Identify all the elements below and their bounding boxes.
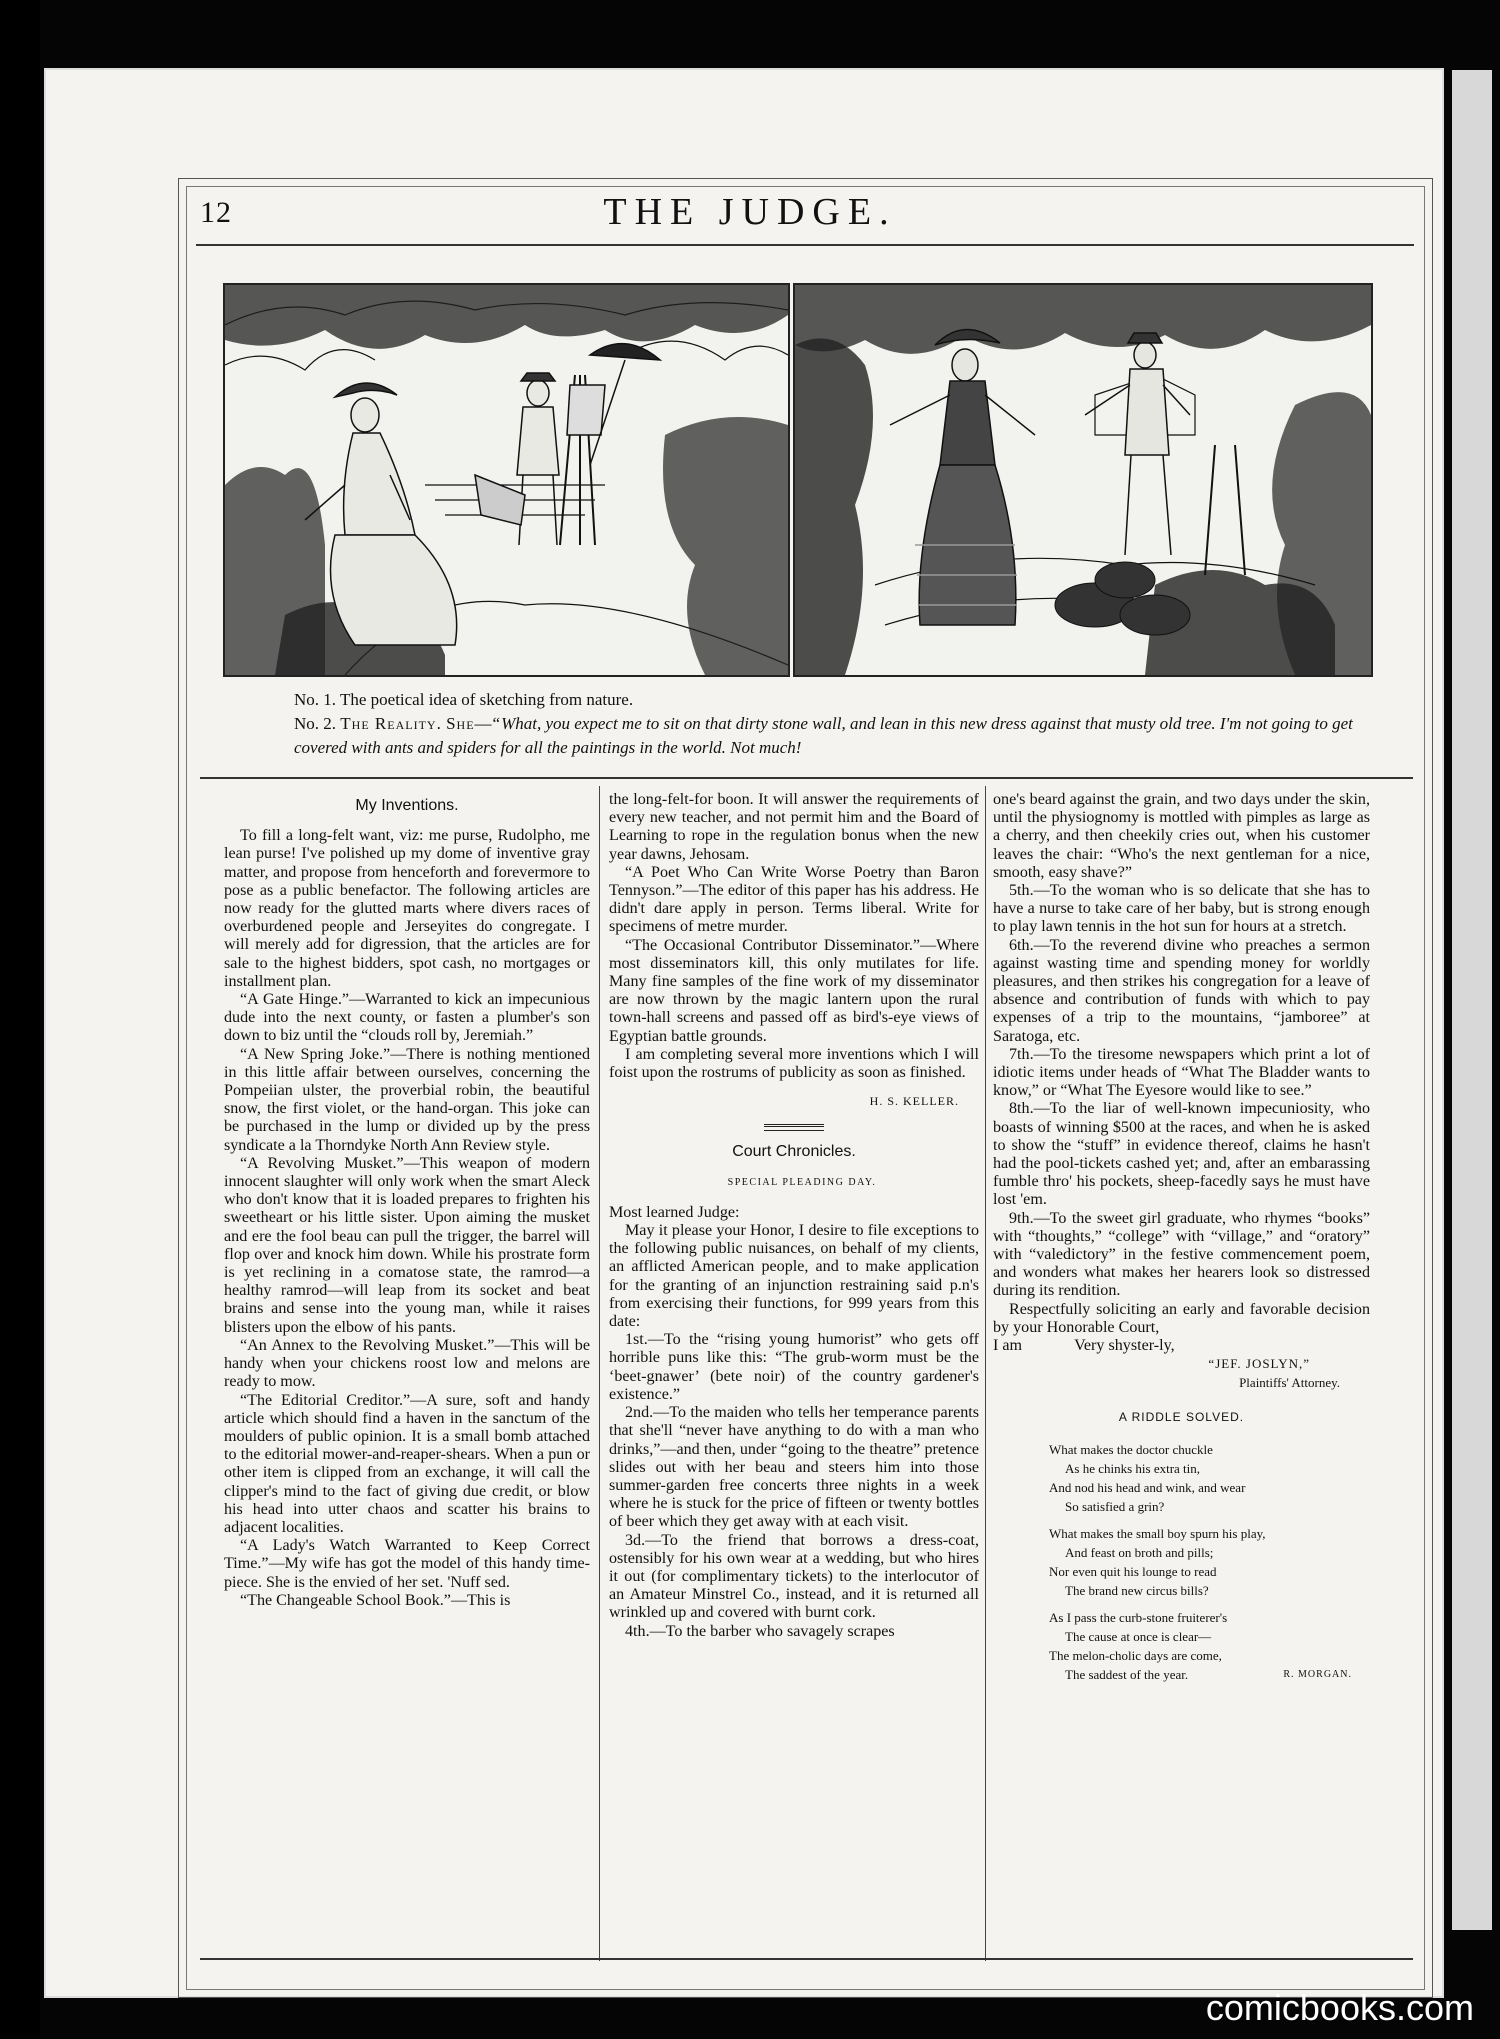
illustration-caption (222, 688, 1382, 760)
article-subheading: SPECIAL PLEADING DAY. (727, 1176, 877, 1188)
poem-line: So satisfied a grin? (1065, 1498, 1165, 1514)
article-paragraph: 5th.—To the woman who is so delicate that she has to have a nurse to take care of her baby, but is strong enough to play lawn tennis in the hot sun for hours at a stretch. (993, 882, 1370, 936)
poem (993, 1440, 1370, 1684)
masthead-rule (196, 244, 1414, 246)
poem-stanza (1049, 1524, 1370, 1600)
poem-line: Nor even quit his lounge to read (1049, 1563, 1217, 1579)
caption-line-2 (222, 712, 1382, 760)
article-paragraph: To fill a long-felt want, viz: me purse, Rudolpho, me lean purse! I've polished up my dome of inventive gray matter, and propose from henceforth and forevermore to pose as a public benefactor. The following articles are now ready for the glutted marts where divers races of overburdened people and Jerseyites do congregate. I will merely add for digression, that the articles are for sale to the highest bidders, spot cash, no mortgages or installment plan. (224, 827, 590, 990)
binding-edge (0, 0, 40, 2039)
caption-line-1: No. 1. The poetical idea of sketching from nature. (294, 690, 634, 709)
article-heading-my-inventions: My Inventions. (355, 797, 459, 814)
column-2 (609, 791, 979, 1641)
article-paragraph: one's beard against the grain, and two days under the skin, until the physiognomy is mottled with pimples as large as a cherry, and then cheekily cries out, when his customer leaves the chair: “Who's the next gentleman for a nice, smooth, easy shave?” (993, 791, 1370, 881)
article-paragraph: “A New Spring Joke.”—There is nothing mentioned in this little affair between ourselves, concerning the Pompeiian ulster, the proverbial robin, the beautiful snow, the first violet, or the hand-organ. This joke can be purchased in the lump or divided up by the press syndicate a la Thorndyke North Ann Review style. (224, 1045, 590, 1154)
caption-quote: What, you expect me to sit on that dirty stone wall, and lean in this new dress against that musty old tree. I'm not going to get covered with ants and spiders for all the paintings in the world. Not much! (294, 714, 1353, 757)
article-heading-court-chronicles: Court Chronicles. (732, 1143, 856, 1161)
caption-number: No. 2. (294, 714, 337, 733)
site-watermark: comicbooks.com (1205, 1987, 1474, 2028)
article-paragraph: 9th.—To the sweet girl graduate, who rhymes “books” with “thoughts,” “college” with “village,” and “oratory” with “valedictory” in the festive commencement poem, and wonders what makes her hearers look so distressed during its rendition. (993, 1209, 1370, 1300)
illustration-panel-2 (793, 283, 1373, 677)
article-paragraph: “A Poet Who Can Write Worse Poetry than Baron Tennyson.”—The editor of this paper has his address. He didn't dare apply in person. Terms liberal. Write for specimens of metre murder. (609, 863, 979, 936)
article-paragraph: I am completing several more inventions which I will foist upon the rostrums of publicity as soon as finished. (609, 1045, 979, 1082)
column-divider-1 (599, 786, 600, 1961)
signer-title: Plaintiffs' Attorney. (1239, 1374, 1340, 1390)
article-paragraph: “The Changeable School Book.”—This is (240, 1591, 511, 1609)
article-paragraph: “A Gate Hinge.”—Warranted to kick an impecunious dude into the next county, or fasten a plumber's son down to biz until the “clouds roll by, Jeremiah.” (224, 991, 590, 1045)
poem-line (1049, 1665, 1370, 1684)
poem-stanza (1049, 1440, 1370, 1516)
poem-line: The brand new circus bills? (1065, 1582, 1209, 1598)
poem-line: As he chinks his extra tin, (1065, 1460, 1201, 1476)
poem-line: As I pass the curb-stone fruiterer's (1049, 1609, 1228, 1625)
article-paragraph: “A Revolving Musket.”—This weapon of modern innocent slaughter will only work when the smart Aleck who don't know that it is loaded prepares to frighten his sweetheart or his little sister. Upon aiming the musket and ere the fool beau can pull the trigger, the barrel will flop over and knock him down. While his prostrate form is yet reclining in a comatose state, the ramrod—a healthy ramrod—will leap from its socket and beat brains and sense into the young man, while it raises blisters upon the elbow of his pants. (224, 1154, 590, 1336)
signer-name: “JEF. JOSLYN,” (1208, 1356, 1310, 1372)
article-paragraph: “The Editorial Creditor.”—A sure, soft and handy article which should find a haven in the sanctum of the moulders of public opinion. It is a small bomb attached to the editorial mower-and-reaper-shears. When a pun or other item is clipped from an exchange, it will call the clipper's mind to the fact of giving due credit, or blow his head into utter chaos and scatter his brains to adjacent localities. (224, 1391, 590, 1536)
sketching-scene-illustration (225, 285, 788, 675)
caption-heading: The Reality. (340, 714, 442, 733)
article-paragraph: 4th.—To the barber who savagely scrapes (625, 1622, 895, 1640)
poem-line-text: The saddest of the year. (1065, 1666, 1189, 1682)
poem-line: And feast on broth and pills; (1065, 1544, 1214, 1560)
caption-speaker: She—“ (446, 714, 502, 733)
bottom-rule (200, 1958, 1413, 1960)
column-1 (224, 791, 590, 1610)
poem-line: What makes the small boy spurn his play, (1049, 1525, 1266, 1541)
article-paragraph: “An Annex to the Revolving Musket.”—This will be handy when your chickens roost low and melons are ready to mow. (224, 1336, 590, 1391)
article-paragraph: “A Lady's Watch Warranted to Keep Correct Time.”—My wife has got the model of this handy time-piece. She is the envied of her set. 'Nuff sed. (224, 1537, 590, 1591)
poem-line: The melon-cholic days are come, (1049, 1647, 1222, 1663)
illustration-panel-1 (223, 283, 790, 677)
article-paragraph: 2nd.—To the maiden who tells her temperance parents that she'll “never have anything to do with a man who drinks,”—and then, under “going to the theatre” pretence slides out with her beau and steers him into those summer-garden free concerts three nights in a week where he is stuck for the price of fifteen or twenty bottles of beer which they get away with at each visit. (609, 1404, 979, 1531)
article-paragraph: 1st.—To the “rising young humorist” who gets off horrible puns like this: “The grub-worm must be the ‘beet-gnawer’ (bete noir) of the country gardener's existence.” (609, 1331, 979, 1403)
poem-line: What makes the doctor chuckle (1049, 1441, 1213, 1457)
poem-line: The cause at once is clear— (1065, 1628, 1212, 1644)
section-divider (764, 1124, 824, 1131)
author-signature: H. S. KELLER. (869, 1094, 959, 1109)
masthead-title: THE JUDGE. (603, 191, 897, 233)
next-page-edge (1452, 70, 1492, 1930)
reality-scene-illustration (795, 285, 1371, 675)
closing-line (993, 1337, 1370, 1355)
article-paragraph: 3d.—To the friend that borrows a dress-coat, ostensibly for his own wear at a wedding, but who hires it out (for complimentary tickets) to the interlocutor of an Amateur Minstrel Co., instead, and it is returned all wrinkled up and covered with burnt cork. (609, 1531, 979, 1622)
article-paragraph: 8th.—To the liar of well-known impecuniosity, who boasts of winning $500 at the races, and when he is asked to show the “stuff” in evidence thereof, claims he hasn't had the pool-tickets cashed yet; and, after an embarassing fumble thro' his pockets, sheep-facedly says he must have lost 'em. (993, 1100, 1370, 1209)
poem-stanza (1049, 1608, 1370, 1684)
article-paragraph: “The Occasional Contributor Disseminator.”—Where most disseminators kill, this only mutilates for life. Many fine samples of the fine work of my disseminator are now thrown by the magic lantern upon the rural town-hall screens and passed off as bird's-eye views of Egyptian battle grounds. (609, 936, 979, 1045)
article-paragraph: 6th.—To the reverend divine who preaches a sermon against wasting time and spending money for worldly pleasures, and then strikes his congregation for a leave of absence and contribution of funds with which to pay expenses of a trip to the mountains, “jamboree” at Saratoga, etc. (993, 936, 1370, 1045)
article-paragraph: May it please your Honor, I desire to file exceptions to the following public nuisances, on behalf of my clients, an afflicted American people, and to make application for the granting of an injunction restraining said p.n's from exercising their functions, for 999 years from this date: (609, 1222, 979, 1331)
closing-right: Very shyster-ly, (1074, 1337, 1175, 1355)
salutation: Most learned Judge: (609, 1203, 740, 1221)
page-number: 12 (200, 196, 232, 229)
caption-rule (200, 777, 1413, 779)
poem-author: R. MORGAN. (1283, 1668, 1352, 1680)
article-paragraph: the long-felt-for boon. It will answer the requirements of every new teacher, and not permit him and the Board of Learning to rope in the regulation bonus when the new year dawns, Jehosam. (609, 791, 979, 863)
poem-line: And nod his head and wink, and wear (1049, 1479, 1246, 1495)
article-paragraph: 7th.—To the tiresome newspapers which print a lot of idiotic items under heads of “What The Bladder wants to know,” or “What The Eyesore would like to see.” (993, 1045, 1370, 1100)
column-divider-2 (985, 786, 986, 1961)
article-paragraph: Respectfully soliciting an early and favorable decision by your Honorable Court, (993, 1300, 1370, 1336)
poem-title: A RIDDLE SOLVED. (1118, 1409, 1245, 1424)
column-3 (993, 791, 1370, 1692)
closing-left: I am (993, 1337, 1023, 1355)
